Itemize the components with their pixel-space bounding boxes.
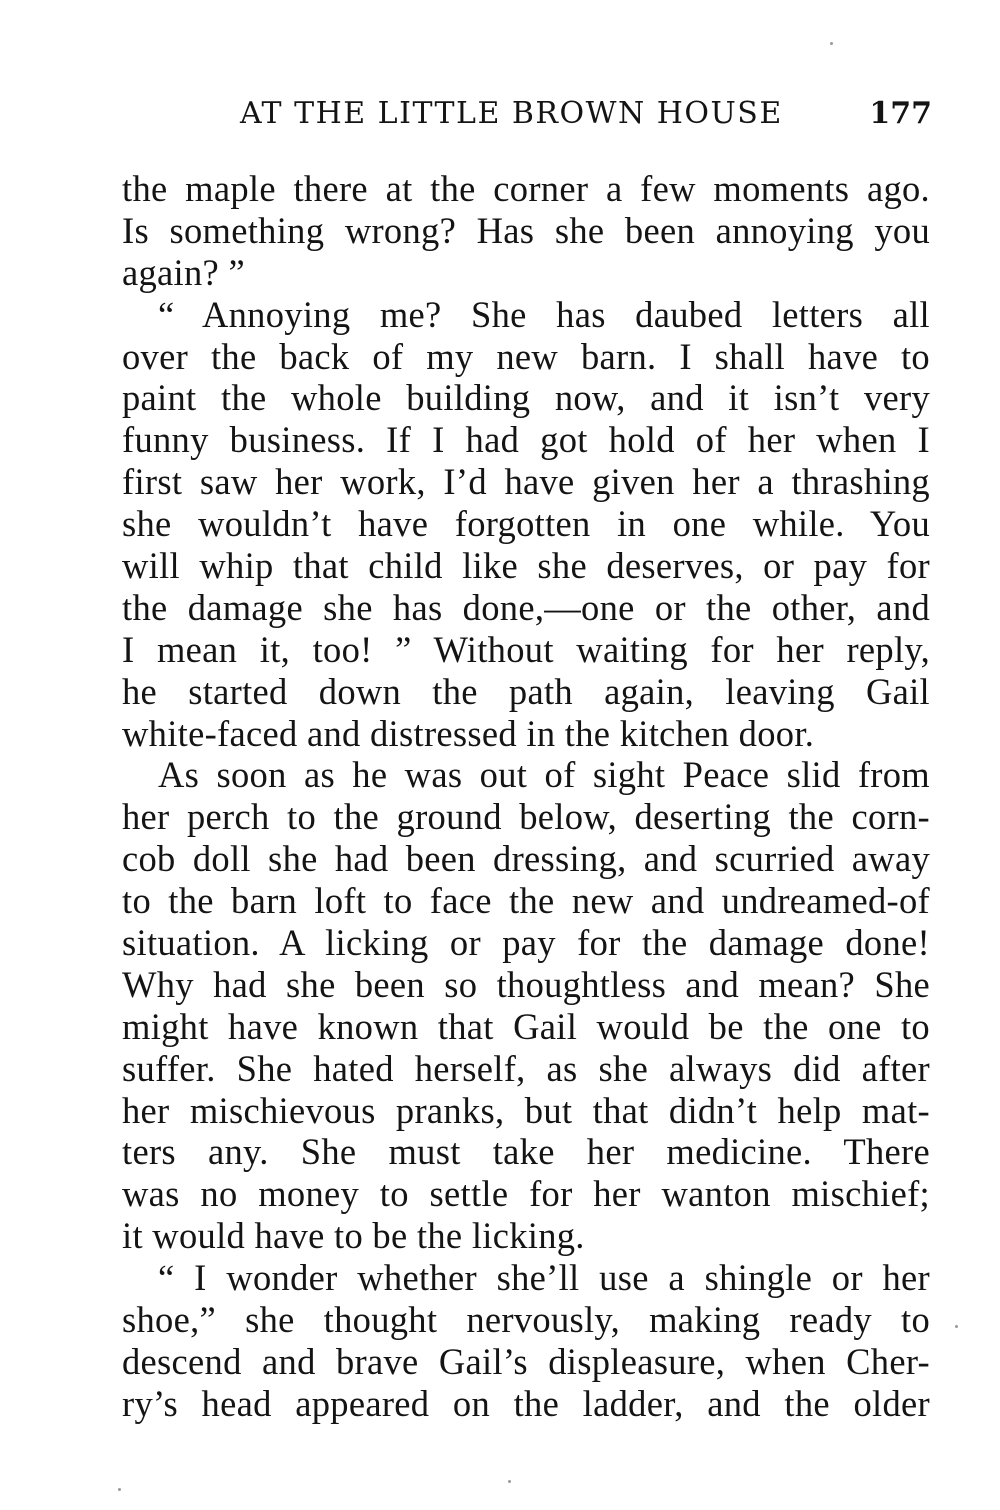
text-line: over the back of my new barn. I shall have to <box>122 335 930 377</box>
paper-speck <box>955 1325 958 1328</box>
text-line: “ Annoying me? She has daubed letters all <box>158 293 930 335</box>
text-line: was no money to settle for her wanton mischief; <box>122 1173 930 1215</box>
running-title: AT THE LITTLE BROWN HOUSE <box>240 96 783 131</box>
running-head <box>120 96 940 136</box>
text-line: white-faced and distressed in the kitchen door. <box>122 712 815 754</box>
text-line: ry’s head appeared on the ladder, and the older <box>122 1382 930 1424</box>
text-line: she wouldn’t have forgotten in one while. You <box>122 503 930 545</box>
text-line: again? ” <box>122 251 245 293</box>
paper-speck <box>118 1488 121 1491</box>
text-line: might have known that Gail would be the one to <box>122 1005 930 1047</box>
text-line: descend and brave Gail’s displeasure, when Cher- <box>122 1340 930 1382</box>
text-line: Why had she been so thoughtless and mean? She <box>122 963 930 1005</box>
text-line: I mean it, too! ” Without waiting for her reply, <box>122 628 930 670</box>
paper-speck <box>508 1480 511 1483</box>
text-line: it would have to be the licking. <box>122 1215 585 1257</box>
text-line: “ I wonder whether she’ll use a shingle or her <box>158 1257 930 1299</box>
text-line: the damage she has done,—one or the other, and <box>122 586 930 628</box>
text-line: suffer. She hated herself, as she always did after <box>122 1047 930 1089</box>
text-line: As soon as he was out of sight Peace slid from <box>158 754 930 796</box>
text-line: Is something wrong? Has she been annoying you <box>122 209 930 251</box>
body-text <box>122 168 930 1425</box>
text-line: her mischievous pranks, but that didn’t help mat- <box>122 1089 930 1131</box>
text-line: first saw her work, I’d have given her a thrashing <box>122 461 930 503</box>
page-number: 177 <box>869 96 932 131</box>
text-line: funny business. If I had got hold of her when I <box>122 419 930 461</box>
text-line: paint the whole building now, and it isn’t very <box>122 377 930 419</box>
text-line: cob doll she had been dressing, and scurried away <box>122 838 930 880</box>
text-line: her perch to the ground below, deserting the corn- <box>122 796 930 838</box>
text-line: will whip that child like she deserves, or pay for <box>122 545 930 587</box>
paper-speck <box>830 42 833 45</box>
text-line: to the barn loft to face the new and undreamed-of <box>122 880 930 922</box>
text-line: he started down the path again, leaving Gail <box>122 670 930 712</box>
text-line: the maple there at the corner a few moments ago. <box>122 168 930 209</box>
text-line: ters any. She must take her medicine. There <box>122 1131 930 1173</box>
text-line: shoe,” she thought nervously, making ready to <box>122 1299 930 1341</box>
text-line: situation. A licking or pay for the damage done! <box>122 922 930 964</box>
